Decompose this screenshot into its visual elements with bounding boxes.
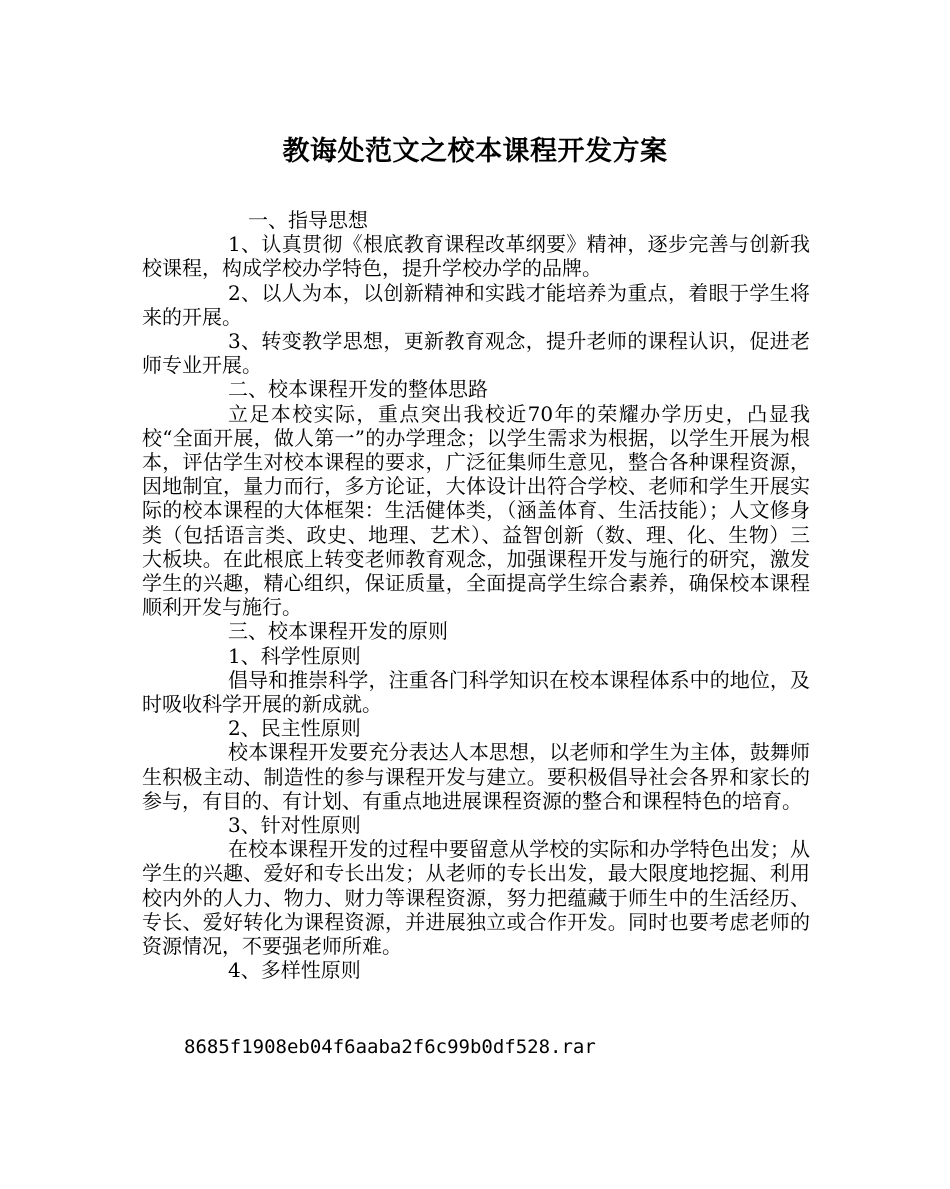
subheading: 1、科学性原则 bbox=[228, 643, 361, 668]
paragraph: 校本课程开发要充分表达人本思想，以老师和学生为主体，鼓舞师生积极主动、制造性的参与课程开发与建立。要积极倡导社会各界和家长的参与，有目的、有计划、有重点地进展课程资源的整合和课程特色的培育。 bbox=[142, 740, 810, 813]
subheading: 4、多样性原则 bbox=[228, 958, 361, 983]
document-title: 教诲处范文之校本课程开发方案 bbox=[282, 136, 668, 167]
paragraph: 在校本课程开发的过程中要留意从学校的实际和办学特色出发；从学生的兴趣、爱好和专长出发；从老师的专长出发，最大限度地挖掘、利用校内外的人力、物力、财力等课程资源，努力把蕴藏于师生中的生活经历、专长、爱好转化为课程资源，并进展独立或合作开发。同时也要考虑老师的资源情况，不要强老师所难。 bbox=[142, 837, 810, 959]
section-heading: 一、指导思想 bbox=[248, 208, 368, 232]
document-body bbox=[142, 208, 810, 983]
paragraph: 倡导和推崇科学，注重各门科学知识在校本课程体系中的地位，及时吸收科学开展的新成就。 bbox=[142, 667, 810, 717]
paragraph: 3、转变教学思想，更新教育观念，提升老师的课程认识，促进老师专业开展。 bbox=[142, 329, 810, 378]
paragraph: 1、认真贯彻《根底教育课程改革纲要》精神，逐步完善与创新我校课程，构成学校办学特色，提升学校办学的品牌。 bbox=[142, 232, 810, 281]
subheading: 3、针对性原则 bbox=[228, 813, 361, 838]
subheading: 2、民主性原则 bbox=[228, 716, 361, 741]
section-heading: 三、校本课程开发的原则 bbox=[228, 619, 448, 644]
paragraph: 立足本校实际，重点突出我校近70年的荣耀办学历史，凸显我校“全面开展，做人第一”的办学理念；以学生需求为根据，以学生开展为根本，评估学生对校本课程的要求，广泛征集师生意见，整合各种课程资源，因地制宜，量力而行，多方论证，大体设计出符合学校、老师和学生开展实际的校本课程的大体框架：生活健体类，（涵盖体育、生活技能）；人文修身类（包括语言类、政史、地理、艺术）、益智创新（数、理、化、生物）三大板块。在此根底上转变老师教育观念，加强课程开发与施行的研究，激发学生的兴趣，精心组织，保证质量，全面提高学生综合素养，确保校本课程顺利开发与施行。 bbox=[142, 401, 810, 620]
section-heading: 二、校本课程开发的整体思路 bbox=[228, 377, 488, 402]
file-name-footer: 8685f1908eb04f6aaba2f6c99b0df528.rar bbox=[184, 1036, 596, 1058]
paragraph: 2、以人为本，以创新精神和实践才能培养为重点，着眼于学生将来的开展。 bbox=[142, 280, 810, 329]
